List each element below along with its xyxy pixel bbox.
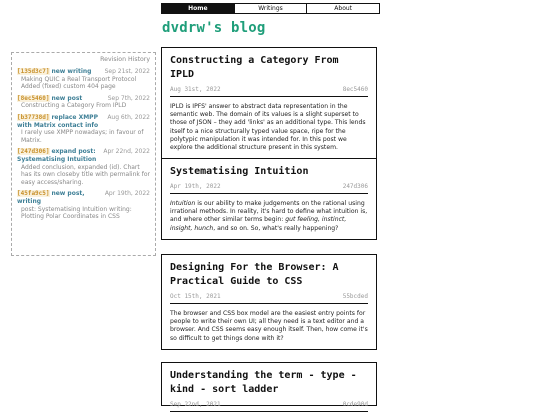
revision-history-title: Revision History (100, 56, 150, 63)
post-excerpt-text: is our ability to make judgements on the rational using irrational methods. In reality, it's hard to define what intuition is, and where other similar terms begin: (170, 200, 368, 224)
commit-date: Sep 7th, 2022 (107, 94, 150, 102)
post-meta (170, 293, 368, 304)
post-card[interactable] (161, 158, 377, 240)
commit-hash[interactable]: [b37738d] (17, 113, 50, 121)
post-title[interactable]: Constructing a Category From IPLD (170, 55, 339, 80)
nav-home[interactable]: Home (162, 4, 234, 13)
post-date: Aug 31st, 2022 (170, 86, 221, 93)
post-card[interactable] (161, 47, 377, 159)
commit-date: Aug 6th, 2022 (107, 113, 150, 121)
post-hash[interactable]: 247d306 (342, 183, 368, 190)
history-entry (17, 95, 150, 110)
post-excerpt: IPLD is IPFS' answer to abstract data representation in the semantic web. The domain of its values is a slight superset to those of JSON – they add 'links' as an additional type. This lends itself to a nice structurally typed value space, ripe for the polytypic manipulation it was intended for. In this post we explore the additional structure present in this system. (170, 103, 366, 152)
post-meta (170, 86, 368, 97)
commit-hash[interactable]: [135d3c7] (17, 68, 50, 75)
post-card[interactable] (161, 254, 377, 350)
commit-description: post: Systematising Intuition writing: Plotting Polar Coordinates in CSS (21, 205, 132, 221)
commit-hash[interactable]: [45fa9c5] (17, 190, 50, 198)
commit-hash[interactable]: [247d306] (17, 148, 50, 156)
top-nav (161, 3, 380, 14)
history-entry (17, 68, 150, 91)
post-date: Sep 22nd, 2021 (170, 401, 221, 408)
post-title[interactable]: Designing For the Browser: A Practical Guide to CSS (170, 262, 339, 287)
nav-about[interactable]: About (306, 4, 379, 13)
commit-action: replace XMPP with Matrix contact info (17, 113, 99, 129)
post-date: Oct 15th, 2021 (170, 293, 221, 300)
revision-history (11, 52, 156, 256)
site-title[interactable]: dvdrw's blog (162, 20, 266, 36)
commit-action: new post, writing (17, 190, 85, 205)
post-excerpt-emphasis: Intuition (170, 200, 196, 207)
commit-description: I rarely use XMPP nowadays; in favour of Matrix. (21, 129, 144, 144)
commit-date: Apr 19th, 2022 (104, 190, 150, 198)
post-hash[interactable]: 8ec5460 (342, 86, 368, 93)
post-hash[interactable]: 0cde90d (342, 401, 368, 408)
post-date: Apr 19th, 2022 (170, 183, 221, 190)
post-excerpt-text: , and so on. So, what's really happening? (213, 224, 339, 232)
post-meta (170, 183, 368, 194)
commit-hash[interactable]: [8ec5460] (17, 94, 50, 102)
commit-action: expand post: Systematising Intuition (17, 148, 97, 163)
history-entry (17, 114, 150, 144)
commit-description: Added conclusion, expanded (id). Chart has its own closeby title with permalink for easy access/sharing. (21, 163, 150, 186)
post-excerpt-emphasis: gut feeling, instinct, insight, hunch (170, 216, 347, 232)
commit-date: Apr 22nd, 2022 (103, 148, 150, 156)
commit-date: Sep 21st, 2022 (104, 68, 150, 75)
commit-description: Constructing a Category From IPLD (21, 102, 127, 110)
nav-writings[interactable]: Writings (234, 4, 307, 13)
post-hash[interactable]: 55bcded (342, 293, 368, 300)
post-card[interactable] (161, 362, 377, 406)
post-title[interactable]: Systematising Intuition (170, 166, 309, 177)
post-excerpt: The browser and CSS box model are the easiest entry points for people to write their own UI; all they need is a text editor and a browser. And CSS seems easy enough itself. Then, how come it's so difficult to get things done with it? (170, 310, 368, 342)
post-excerpt (170, 200, 368, 233)
history-entry (17, 148, 150, 186)
commit-action: new post (51, 94, 83, 102)
history-entry (17, 190, 150, 220)
commit-action: new writing (51, 68, 92, 75)
post-meta (170, 401, 368, 412)
post-title[interactable]: Understanding the term - type - kind - sort ladder (170, 370, 357, 395)
commit-description: Making QUIC a Real Transport Protocol Added (fixed) custom 404 page (21, 75, 137, 91)
